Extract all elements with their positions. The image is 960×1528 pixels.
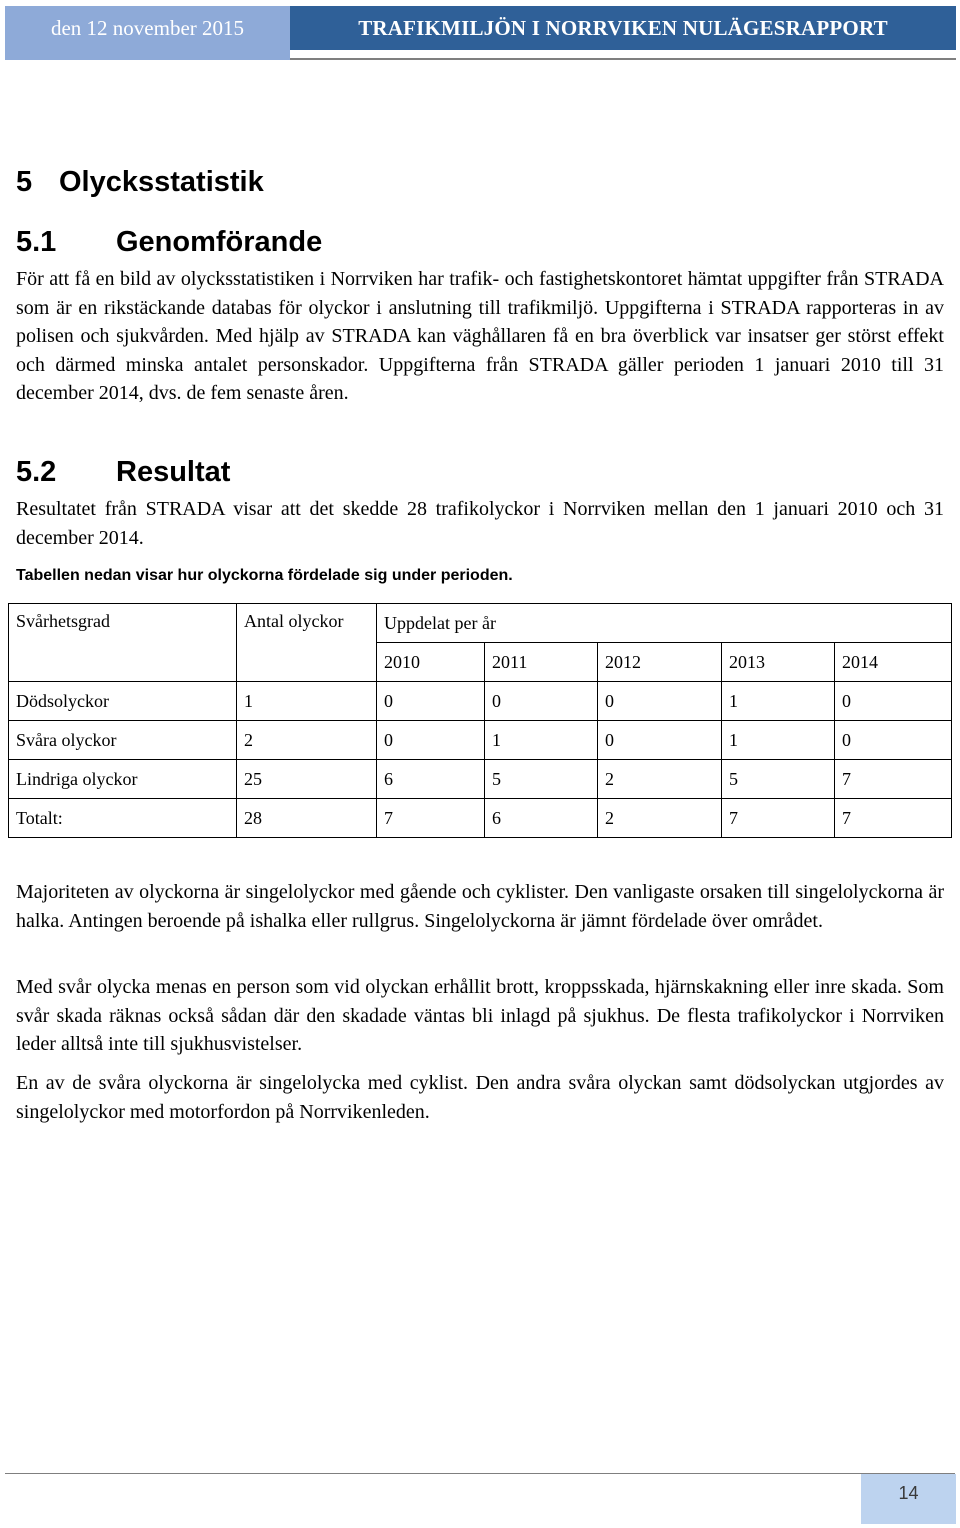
section-heading [16, 166, 264, 199]
row-value: 0 [377, 721, 485, 760]
row-value: 0 [835, 682, 952, 721]
row-value: 7 [722, 799, 835, 838]
row-value: 0 [485, 682, 598, 721]
row-value: 2 [598, 799, 722, 838]
subsection-heading-genomforande [16, 226, 322, 259]
row-value: 6 [485, 799, 598, 838]
section-title: Olycksstatistik [59, 166, 264, 198]
row-total: 2 [237, 721, 377, 760]
row-total: 28 [237, 799, 377, 838]
row-label: Svåra olyckor [9, 721, 237, 760]
table-row [9, 721, 952, 760]
row-value: 6 [377, 760, 485, 799]
resultat-paragraph: Resultatet från STRADA visar att det skedde 28 trafikolyckor i Norrviken mellan den 1 januari 2010 och 31 december 2014. [16, 498, 944, 549]
row-value: 1 [722, 682, 835, 721]
header-count: Antal olyckor [237, 604, 377, 682]
row-value: 5 [722, 760, 835, 799]
row-value: 0 [598, 682, 722, 721]
page-number: 14 [861, 1474, 956, 1524]
header-year: 2010 [377, 643, 485, 682]
row-value: 7 [377, 799, 485, 838]
row-value: 2 [598, 760, 722, 799]
subsection-title: Genomförande [116, 226, 323, 258]
table-caption: Tabellen nedan visar hur olyckorna fördelade sig under perioden. [16, 567, 513, 584]
subsection-heading-resultat [16, 456, 230, 489]
header-divider [290, 58, 956, 60]
footer-divider [5, 1473, 955, 1474]
header-year: 2011 [485, 643, 598, 682]
row-value: 0 [835, 721, 952, 760]
row-total: 1 [237, 682, 377, 721]
paragraph-majority: Majoriteten av olyckorna är singelolyckor med gående och cyklister. Den vanligaste orsaken till singelolyckorna är halka. Antingen beroende på ishalka eller rullgrus. Singelolyckorna är jämnt fördelade över området. [16, 881, 944, 932]
row-label: Lindriga olyckor [9, 760, 237, 799]
header-title: TRAFIKMILJÖN I NORRVIKEN NULÄGESRAPPORT [290, 6, 956, 50]
row-value: 7 [835, 760, 952, 799]
accident-table [8, 603, 952, 838]
section-number: 5 [16, 166, 33, 198]
row-value: 1 [485, 721, 598, 760]
row-value: 0 [598, 721, 722, 760]
header-year: 2012 [598, 643, 722, 682]
table-row [9, 799, 952, 838]
row-value: 5 [485, 760, 598, 799]
row-label: Totalt: [9, 799, 237, 838]
row-value: 7 [835, 799, 952, 838]
table-header-row [9, 604, 952, 643]
header-per-year: Uppdelat per år [377, 604, 952, 643]
row-value: 1 [722, 721, 835, 760]
header-year: 2014 [835, 643, 952, 682]
subsection-number: 5.2 [16, 456, 57, 488]
table-row [9, 760, 952, 799]
row-label: Dödsolyckor [9, 682, 237, 721]
paragraph-severe-cases: En av de svåra olyckorna är singelolycka med cyklist. Den andra svåra olyckan samt dödsolyckan utgjordes av singelolyckor med motorfordon på Norrvikenleden. [16, 1072, 944, 1123]
header-year: 2013 [722, 643, 835, 682]
header-severity: Svårhetsgrad [9, 604, 237, 682]
subsection-number: 5.1 [16, 226, 57, 258]
table-row [9, 682, 952, 721]
header-date: den 12 november 2015 [5, 6, 290, 60]
row-value: 0 [377, 682, 485, 721]
subsection-title: Resultat [116, 456, 231, 488]
row-total: 25 [237, 760, 377, 799]
paragraph-severe-definition: Med svår olycka menas en person som vid olyckan erhållit brott, kroppsskada, hjärnskakning eller inre skada. Som svår skada räknas också sådan där den skadade väntas bli inlagd på sjukhus. De flesta trafikolyckor i Norrviken leder alltså inte till sjukhusvistelser. [16, 976, 944, 1055]
genomforande-paragraph: För att få en bild av olycksstatistiken i Norrviken har trafik- och fastighetskontoret hämtat uppgifter från STRADA som är en rikstäckande databas för olyckor i anslutning till trafikmiljö. Uppgifterna i STRADA rapporteras in av polisen och sjukvården. Med hjälp av STRADA kan väghållaren få en bra överblick var insatser ger störst effekt och därmed minska antalet personskador. Uppgifterna från STRADA gäller perioden 1 januari 2010 till 31 december 2014, dvs. de fem senaste åren. [16, 268, 944, 404]
